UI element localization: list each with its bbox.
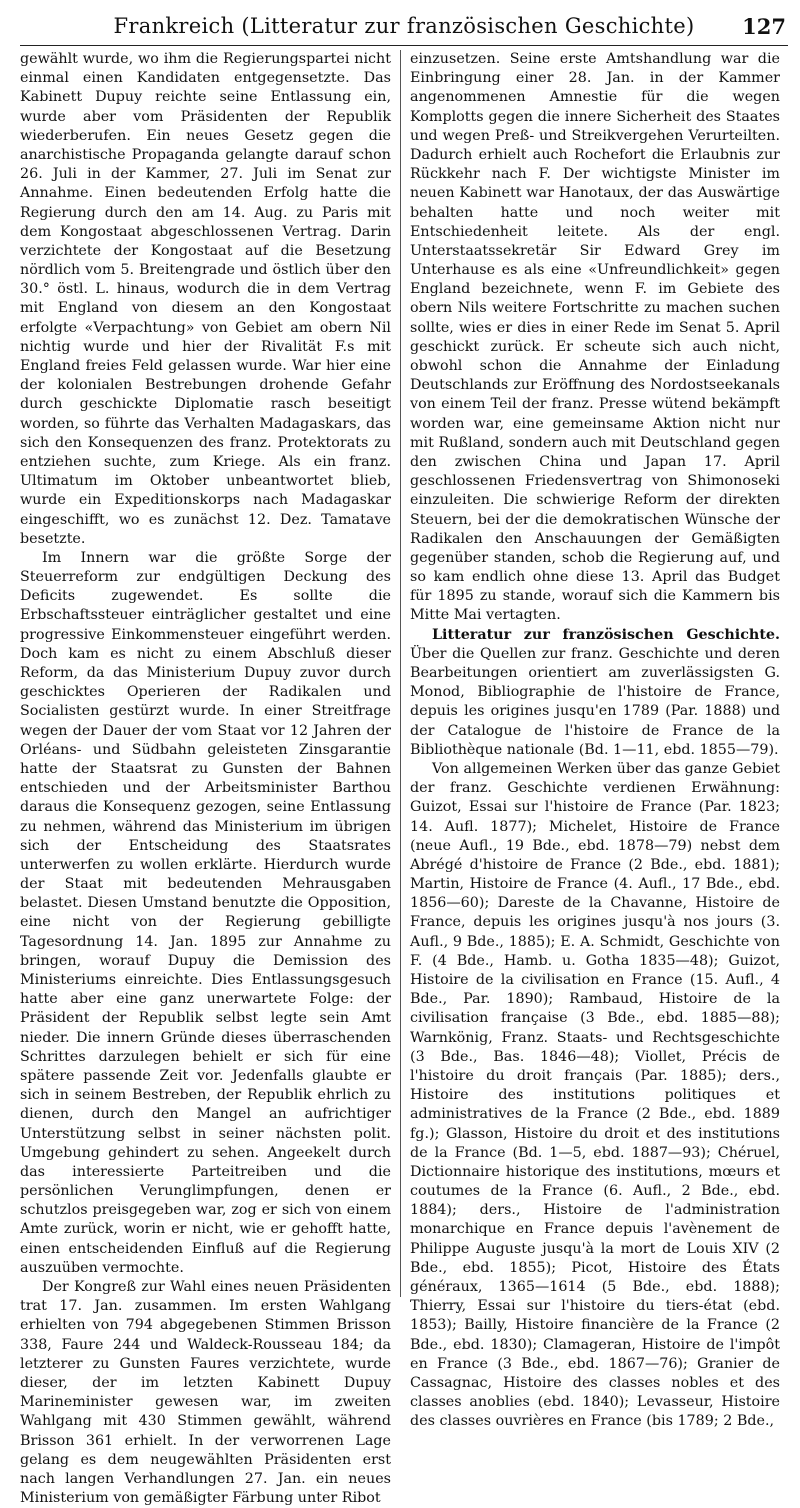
- section-heading: Litteratur zur französischen Geschichte.: [432, 626, 780, 643]
- paragraph: Der Kongreß zur Wahl eines neuen Präsidenten trat 17. Jan. zusammen. Im ersten Wahlgang erhielten von 794 abgegebenen Stimmen Brisson 338, Faure 244 und Waldeck-Rousseau 184; da letzterer zu Gunsten Faures verzichtete, wurde dieser, der im letzten Kabinett Dupuy Marineminister gewesen war, im zweiten Wahlgang mit 430 Stimmen gewählt, während Brisson 361 erhielt. In der verworrenen Lage gelang es dem neugewählten Präsidenten erst nach langen Verhandlungen 27. Jan. ein neues Ministerium von gemäßigter Färbung unter Ribot: [20, 1279, 391, 1507]
- left-column: [20, 50, 400, 1507]
- paragraph: gewählt wurde, wo ihm die Regierungspartei nicht einmal einen Kandidaten entgegensetzte. Das Kabinett Dupuy reichte seine Entlassung ein, wurde aber vom Präsidenten der Republik wiederberufen. Ein neues Gesetz gegen die anarchistische Propaganda gelangte darauf schon 26. Juli in der Kammer, 27. Juli im Senat zur Annahme. Einen bedeutenden Erfolg hatte die Regierung durch den am 14. Aug. zu Paris mit dem Kongostaat abgeschlossenen Vertrag. Darin verzichtete der Kongostaat auf die Besetzung nördlich vom 5. Breitengrade und östlich über den 30.° östl. L. hinaus, wodurch die in dem Vertrag mit England von diesem an den Kongostaat erfolgte «Verpachtung» von Gebiet am obern Nil nichtig wurde und hier der Rivalität F.s mit England freies Feld gelassen wurde. War hier eine der kolonialen Bestrebungen drohende Gefahr durch geschickte Diplomatie rasch beseitigt worden, so führte das Verhalten Madagaskars, das sich den Konsequenzen des franz. Protektorats zu entziehen suchte, zum Kriege. Als ein franz. Ultimatum im Oktober unbeantwortet blieb, wurde ein Expeditionskorps nach Madagaskar eingeschifft, wo es zunächst 12. Dez. Tamatave besetzte.: [20, 51, 391, 547]
- text-columns: [20, 50, 788, 1507]
- litteratur-paragraph: [410, 626, 780, 760]
- paragraph: einzusetzen. Seine erste Amtshandlung war die Einbringung einer 28. Jan. in der Kammer angenommenen Amnestie für die wegen Komplotts gegen die innere Sicherheit des Staates und wegen Preß- und Streikvergehen Verurteilten. Dadurch erhielt auch Rochefort die Erlaubnis zur Rückkehr nach F. Der wichtigste Minister im neuen Kabinett war Hanotaux, der das Auswärtige behalten hatte und noch weiter mit Entschiedenheit leitete. Als der engl. Unterstaatssekretär Sir Edward Grey im Unterhause es als eine «Unfreundlichkeit» gegen England bezeichnete, wenn F. im Gebiete des obern Nils weitere Fortschritte zu machen suchen sollte, wies er dies in einer Rede im Senat 5. April geschickt zurück. Er scheute sich auch nicht, obwohl schon die Annahme der Einladung Deutschlands zur Eröffnung des Nordostseekanals von einem Teil der franz. Presse wütend bekämpft worden war, eine gemeinsame Aktion nicht nur mit Rußland, sondern auch mit Deutschland gegen den zwischen China und Japan 17. April geschlossenen Friedensvertrag von Shimonoseki einzuleiten. Die schwierige Reform der direkten Steuern, bei der die demokratischen Wünsche der Radikalen den Anschauungen der Gemäßigten gegenüber standen, schob die Regierung auf, und so kam endlich ohne diese 13. April das Budget für 1895 zu stande, worauf sich die Kammern bis Mitte Mai vertagten.: [410, 51, 780, 624]
- page-header: [20, 10, 788, 46]
- litteratur-intro: Über die Quellen zur franz. Geschichte und deren Bearbeitungen orientiert am zuverlässigsten G. Monod, Bibliographie de l'histoire de France, depuis les origines jusqu'en 1789 (Par. 1888) und der Catalogue de l'histoire de France de la Bibliothèque nationale (Bd. 1—11, ebd. 1855—79).: [410, 645, 780, 758]
- paragraph: Von allgemeinen Werken über das ganze Gebiet der franz. Geschichte verdienen Erwähnung: Guizot, Essai sur l'histoire de France (Par. 1823; 14. Aufl. 1877); Michelet, Histoire de France (neue Aufl., 19 Bde., ebd. 1878—79) nebst dem Abrégé d'histoire de France (2 Bde., ebd. 1881); Martin, Histoire de France (4. Aufl., 17 Bde., ebd. 1856—60); Dareste de la Chavanne, Histoire de France, depuis les origines jusqu'à nos jours (3. Aufl., 9 Bde., 1885); E. A. Schmidt, Geschichte von F. (4 Bde., Hamb. u. Gotha 1835—48); Guizot, Histoire de la civilisation en France (15. Aufl., 4 Bde., Par. 1890); Rambaud, Histoire de la civilisation française (3 Bde., ebd. 1885—88); Warnkönig, Franz. Staats- und Rechtsgeschichte (3 Bde., Bas. 1846—48); Viollet, Précis de l'histoire du droit français (Par. 1885); ders., Histoire des institutions politiques et administratives de la France (2 Bde., ebd. 1889 fg.); Glasson, Histoire du droit et des institutions de la France (Bd. 1—5, ebd. 1887—93); Chéruel, Dictionnaire historique des institutions, mœurs et coutumes de la France (6. Aufl., 2 Bde., ebd. 1884); ders., Histoire de l'administration monarchique en France depuis l'avènement de Philippe Auguste jusqu'à la mort de Louis XIV (2 Bde., ebd. 1855); Picot, Histoire des États généraux, 1365—1614 (5 Bde., ebd. 1888); Thierry, Essai sur l'histoire du tiers-état (ebd. 1853); Bailly, Histoire financière de la France (2 Bde., ebd. 1830); Clamageran, Histoire de l'impôt en France (3 Bde., ebd. 1867—76); Granier de Cassagnac, Histoire des classes nobles et des classes anoblies (ebd. 1840); Levasseur, Histoire des classes ouvrières en France (bis 1789; 2 Bde.,: [410, 760, 780, 1430]
- right-column: [400, 50, 780, 1430]
- running-title: Frankreich (Litteratur zur französischen Geschichte): [113, 14, 695, 38]
- page-number: 127: [742, 14, 786, 39]
- paragraph: Im Innern war die größte Sorge der Steuerreform zur endgültigen Deckung des Deficits zugewendet. Es sollte die Erbschaftssteuer einträglicher gestaltet und eine progressive Einkommensteuer eingeführt werden. Doch kam es nicht zu einem Abschluß dieser Reform, da das Ministerium Dupuy zuvor durch geschicktes Operieren der Radikalen und Socialisten gestürzt wurde. In einer Streitfrage wegen der Dauer der vom Staat vor 12 Jahren der Orléans- und Südbahn geleisteten Zinsgarantie hatte der Staatsrat zu Gunsten der Bahnen entschieden und der Arbeitsminister Barthou daraus die Konsequenz gezogen, seine Entlassung zu nehmen, während das Ministerium im übrigen sich der Entscheidung des Staatsrates unterwerfen zu wollen erklärte. Hierdurch wurde der Staat mit bedeutenden Mehrausgaben belastet. Diesen Umstand benutzte die Opposition, eine nicht von der Regierung gebilligte Tagesordnung 14. Jan. 1895 zur Annahme zu bringen, worauf Dupuy die Demission des Ministeriums einreichte. Dies Entlassungsgesuch hatte aber eine ganz unerwartete Folge: der Präsident der Republik selbst legte sein Amt nieder. Die innern Gründe dieses überraschenden Schrittes darzulegen behielt er sich für eine spätere passende Zeit vor. Jedenfalls glaubte er sich in seinem Bestreben, der Republik ehrlich zu dienen, durch den Mangel an aufrichtiger Unterstützung selbst in seiner nächsten polit. Umgebung gehindert zu sehen. Angeekelt durch das interessierte Parteitreiben und die persönlichen Verunglimpfungen, denen er schutzlos preisgegeben war, zog er sich von einem Amte zurück, worin er nicht, wie er gehofft hatte, einen entscheidenden Einfluß auf die Regierung auszuüben vermochte.: [20, 549, 391, 1276]
